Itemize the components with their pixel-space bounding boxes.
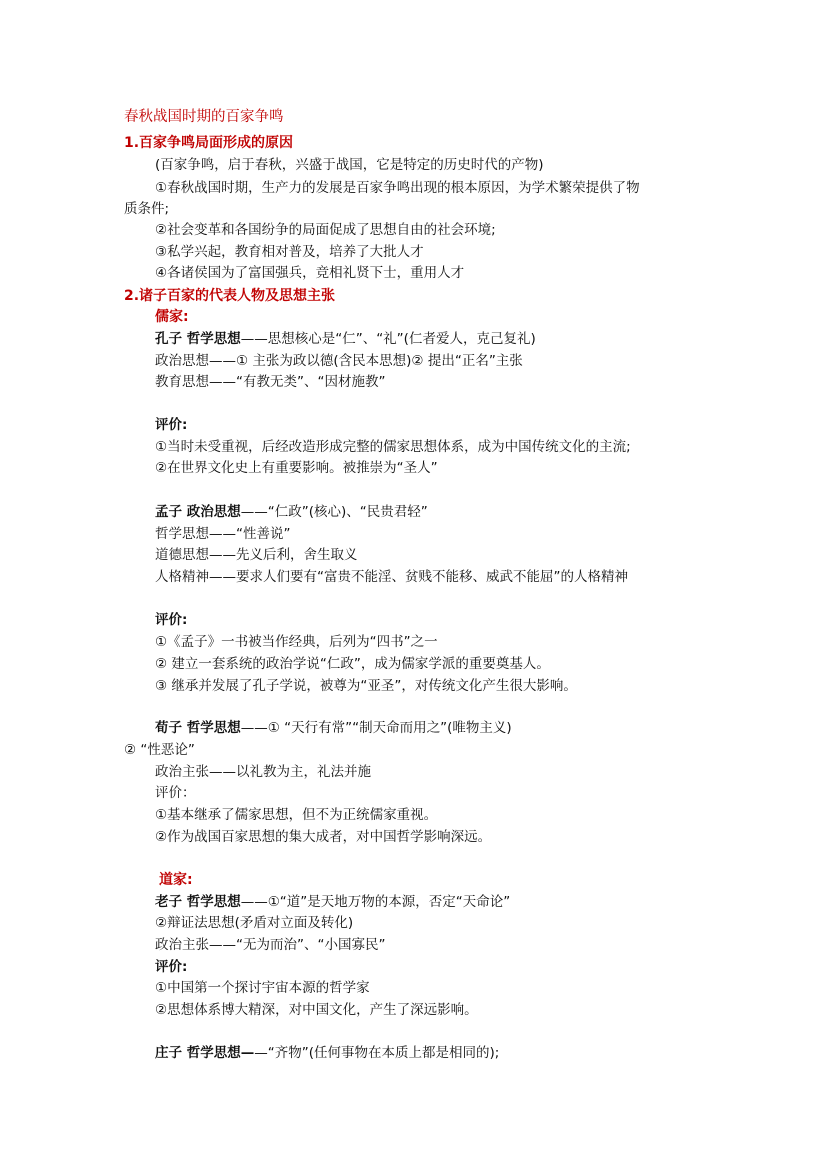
- reason-1-line-b: 质条件;: [124, 201, 170, 217]
- kongzi-philosophy: ——思想核心是“仁”、“礼”(仁者爱人，克己复礼): [240, 331, 536, 347]
- mengzi-personality: 人格精神——要求人们要有“富贵不能淫、贫贱不能移、威武不能屈”的人格精神: [155, 569, 628, 585]
- taoist-label: 道家:: [159, 872, 193, 888]
- xunzi-philosophy: ——① “天行有常”“制天命而用之”(唯物主义): [240, 720, 512, 736]
- section1-note: (百家争鸣，启于春秋，兴盛于战国，它是特定的历史时代的产物): [155, 157, 544, 173]
- mengzi-eval-1: ①《孟子》一书被当作经典，后列为“四书”之一: [155, 634, 438, 650]
- xunzi-eval-2: ②作为战国百家思想的集大成者，对中国哲学影响深远。: [155, 829, 492, 845]
- reason-1-line-a: ①春秋战国时期，生产力的发展是百家争鸣出现的根本原因，为学术繁荣提供了物: [155, 180, 640, 196]
- zhuangzi-name-topic: 庄子 哲学思想—: [155, 1045, 255, 1061]
- section2-heading: 2.诸子百家的代表人物及思想主张: [124, 288, 336, 304]
- zhuangzi-philosophy-line: [155, 1043, 499, 1063]
- mengzi-morality: 道德思想——先义后利，舍生取义: [155, 547, 358, 563]
- mengzi-politics: ——“仁政”(核心)、“民贵君轻”: [240, 504, 428, 520]
- section1-heading: 1.百家争鸣局面形成的原因: [124, 135, 294, 151]
- laozi-eval-2: ②思想体系博大精深，对中国文化，产生了深远影响。: [155, 1002, 478, 1018]
- laozi-eval-1: ①中国第一个探讨宇宙本源的哲学家: [155, 980, 370, 996]
- xunzi-eval-label: 评价：: [155, 785, 196, 801]
- reason-4: ④各诸侯国为了富国强兵，竞相礼贤下士，重用人才: [155, 265, 465, 281]
- laozi-philosophy: ——①“道”是天地万物的本源，否定“天命论”: [240, 894, 511, 910]
- kongzi-politics: 政治思想——① 主张为政以德(含民本思想)② 提出“正名”主张: [155, 353, 523, 369]
- mengzi-politics-line: [155, 502, 428, 522]
- confucian-label: 儒家:: [155, 309, 189, 325]
- mengzi-eval-label: 评价:: [155, 612, 188, 628]
- reason-2: ②社会变革和各国纷争的局面促成了思想自由的社会环境;: [155, 222, 496, 238]
- kongzi-eval-2: ②在世界文化史上有重要影响。被推崇为“圣人”: [155, 460, 438, 476]
- xunzi-politics: 政治主张——以礼教为主，礼法并施: [155, 764, 371, 780]
- laozi-philosophy-line: [155, 892, 510, 912]
- xunzi-name-topic: 荀子 哲学思想: [155, 720, 241, 736]
- mengzi-name-topic: 孟子 政治思想: [155, 504, 241, 520]
- xunzi-philosophy-line: [155, 718, 512, 738]
- kongzi-name-topic: 孔子 哲学思想: [155, 331, 241, 347]
- laozi-eval-label: 评价:: [155, 959, 188, 975]
- kongzi-eval-label: 评价:: [155, 417, 188, 433]
- kongzi-eval-1: ①当时未受重视，后经改造形成完整的儒家思想体系，成为中国传统文化的主流;: [155, 439, 631, 455]
- zhuangzi-philosophy: —“齐物”(任何事物在本质上都是相同的);: [254, 1045, 500, 1061]
- reason-3: ③私学兴起，教育相对普及，培养了大批人才: [155, 244, 424, 260]
- kongzi-education: 教育思想——“有教无类”、“因材施教”: [155, 374, 386, 390]
- laozi-name-topic: 老子 哲学思想: [155, 894, 241, 910]
- xunzi-eval-1: ①基本继承了儒家思想，但不为正统儒家重视。: [155, 807, 438, 823]
- mengzi-eval-3: ③ 继承并发展了孔子学说，被尊为“亚圣”，对传统文化产生很大影响。: [155, 678, 577, 694]
- laozi-politics: 政治主张——“无为而治”、“小国寡民”: [155, 937, 386, 953]
- xunzi-philosophy-2: ② “性恶论”: [124, 742, 195, 758]
- document-title: 春秋战国时期的百家争鸣: [124, 109, 284, 125]
- mengzi-eval-2: ② 建立一套系统的政治学说“仁政”，成为儒家学派的重要奠基人。: [155, 656, 550, 672]
- mengzi-philosophy: 哲学思想——“性善说”: [155, 526, 291, 542]
- kongzi-philosophy-line: [155, 329, 536, 349]
- laozi-dialectic: ②辩证法思想(矛盾对立面及转化): [155, 915, 354, 931]
